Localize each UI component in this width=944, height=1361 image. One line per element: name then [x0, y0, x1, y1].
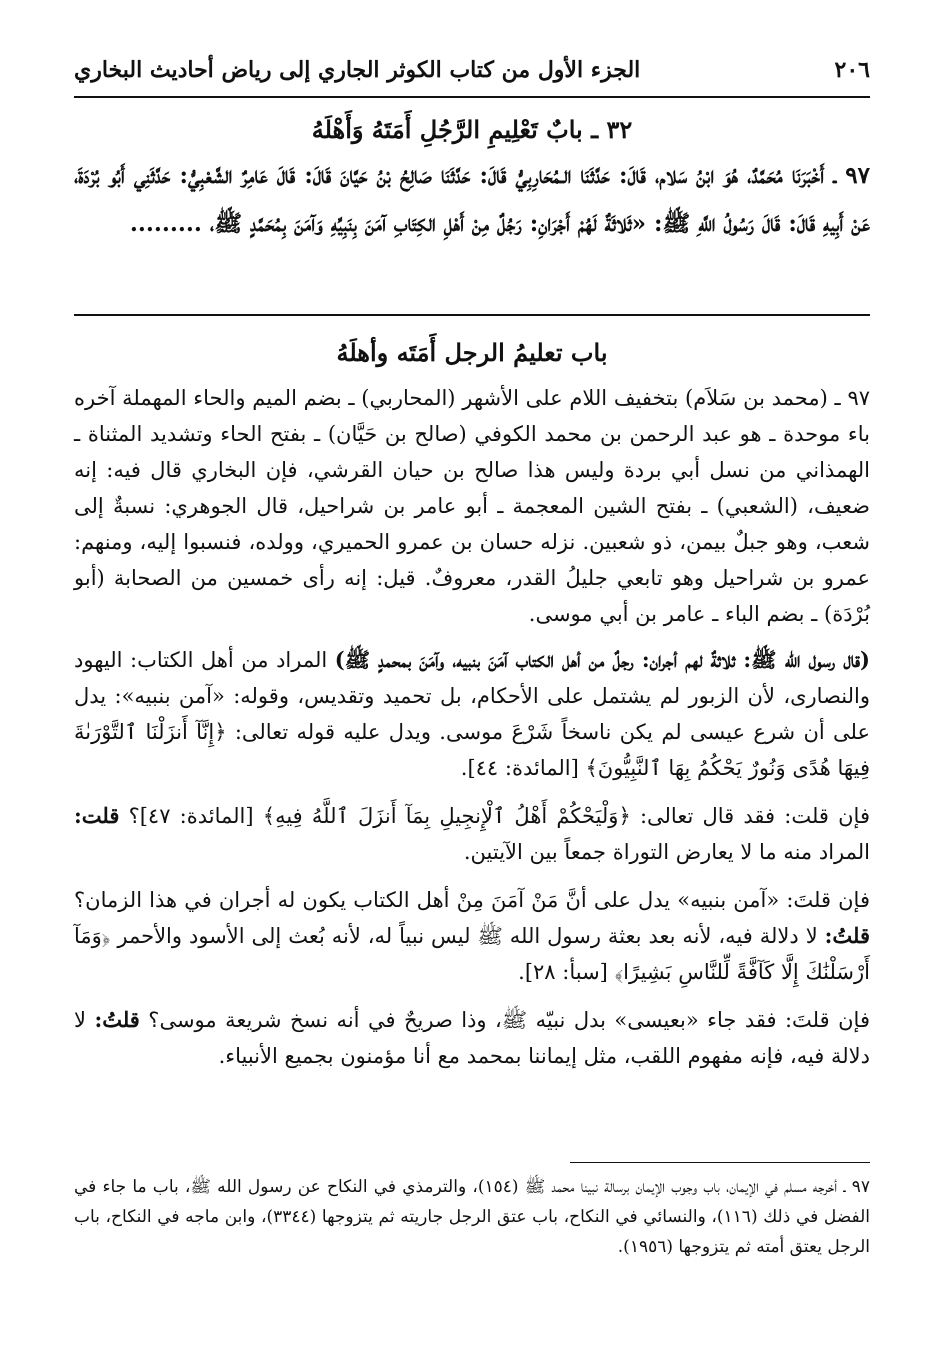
- answer-label-5: قلتُ:: [94, 1007, 140, 1032]
- commentary-title: باب تعليمُ الرجل أَمَتَه وأهلَهُ: [336, 338, 608, 367]
- question-3: فإن قلت: فقد قال تعالى: ﴿وَلْيَحْكُمْ أَهْلُ ٱلْإِنجِيلِ بِمَآ أَنزَلَ ٱللَّهُ فِيهِ﴾ [المائدة: ٤٧]؟: [128, 804, 870, 828]
- chapter-title: ٣٢ ـ بابٌ تَعْلِيمِ الرَّجُلِ أَمَتَهُ وَأَهْلَهُ: [311, 115, 633, 144]
- answer-3: المراد منه ما لا يعارض التوراة جمعاً بين الآيتين.: [463, 840, 870, 864]
- footnote-text: ٩٧ ـ أخرجه مسلم في الإيمان، باب وجوب الإيمان برسالة نبينا محمد ﷺ (١٥٤)، والترمذي في النكاح عن رسول الله ﷺ، باب ما جاء في الفضل في ذلك (١١٦)، والنسائي في النكاح، باب عتق الرجل جاريته ثم يتزوجها (٣٣٤٤)، وابن ماجه في النكاح، باب الرجل يعتق أمته ثم يتزوجها (١٩٥٦).: [74, 1177, 870, 1257]
- page-header: [74, 50, 870, 90]
- commentary-paragraph-5: [74, 1002, 870, 1074]
- commentary-paragraph-1: ٩٧ ـ (محمد بن سَلاَم) بتخفيف اللام على الأشهر (المحاربي) ـ بضم الميم والحاء المهملة آخره باء موحدة ـ هو عبد الرحمن بن محمد الكوفي (صالح بن حَيَّان) ـ بفتح الحاء وتشديد المثناة ـ الهمذاني من نسل أبي بردة وليس هذا صالح بن حيان القرشي، فإن البخاري قال فيه: إنه ضعيف، (الشعبي) ـ بفتح الشين المعجمة ـ أبو عامر بن شراحيل، قال الجوهري: نسبةٌ إلى شعب، وهو جبلٌ بيمن، ذو شعبين. نزله حسان بن عمرو الحميري، وولده، فنسبوا إليه، ومنهم: عمرو بن شراحيل وهو تابعي جليلُ القدر، معروفٌ. قيل: إنه رأى خمسين من الصحابة (أبو بُرْدَة) ـ بضم الباء ـ عامر بن أبي موسى.: [74, 386, 870, 626]
- page-number: ٢٠٦: [834, 57, 870, 83]
- hadith-section: [74, 108, 870, 248]
- commentary-paragraph-4: [74, 882, 870, 990]
- answer-5: لا دلالة فيه، فإنه مفهوم اللقب، مثل إيماننا بمحمد مع أنا مؤمنون بجميع الأنبياء.: [74, 1008, 870, 1068]
- question-5: فإن قلتَ: فقد جاء «بعيسى» بدل نبيّه ﷺ، وذا صريحٌ في أنه نسخ شريعة موسى؟: [148, 1008, 870, 1032]
- question-4: فإن قلتَ: «آمن بنبيه» يدل على أنَّ مَنْ آمَنَ مِنْ أهل الكتاب يكون له أجران في هذا الزمان؟: [74, 888, 870, 912]
- section-divider: [74, 314, 870, 316]
- footnote-divider: [570, 1162, 870, 1163]
- answer-label-3: قلت:: [74, 803, 120, 828]
- commentary-paragraph-3: [74, 798, 870, 870]
- hadith-text: ٩٧ ـ أَخْبَرَنَا مُحَمَّدٌ، هُوَ ابْنُ سَلام، قَالَ: حَدَّثَنَا الـمُحَارِبِيُّ قَالَ: حَدَّثَنَا صَالِحُ بْنُ حَيَّانَ قَالَ: قَالَ عَامِرٌ الشَّعْبِيُّ: حَدَّثَنِي أَبُو بُرْدَةَ، عَنْ أَبِيهِ قَالَ: قَالَ رَسُولُ اللَّهِ ﷺ: «ثَلاثَةٌ لَهُمْ أَجْرَانِ: رَجُلٌ مِنْ أَهْلِ الكِتَابِ آمَنَ بِنَبِيِّهِ وَآمَنَ بِمُحَمَّدٍ ﷺ، .........: [74, 162, 870, 237]
- commentary-section: [74, 330, 870, 1074]
- header-divider: [74, 96, 870, 98]
- commentary-paragraph-2: [74, 642, 870, 786]
- answer-4: لا دلالة فيه، لأنه بعد بعثة رسول الله ﷺ ليس نبياً له، لأنه بُعث إلى الأسود والأحمر ﴿وَمَآ أَرْسَلْنَٰكَ إِلَّا كَآفَّةً لِّلنَّاسِ بَشِيرًا﴾ [سبأ: ٢٨].: [74, 924, 870, 984]
- hadith-quote: (قال رسول الله ﷺ: ثلاثةٌ لهم أجران: رجلٌ من أهل الكتاب آمَنَ بنبيه، وآمَنَ بمحمدٍ ﷺ): [334, 647, 870, 672]
- paragraph-2-text: المراد من أهل الكتاب: اليهود والنصارى، لأن الزبور لم يشتمل على الأحكام، بل تحميد وتقديس، وقوله: «آمن بنبيه»: يدل على أن شرع عيسى لم يكن ناسخاً شَرْعَ موسى. ويدل عليه قوله تعالى: ﴿إِنَّآ أَنزَلْنَا ٱلتَّوْرَىٰةَ فِيهَا هُدًى وَنُورٌ يَحْكُمُ بِهَا ٱلنَّبِيُّونَ﴾ [المائدة: ٤٤].: [74, 648, 870, 780]
- answer-label-4: قلتُ:: [824, 923, 870, 948]
- footnote-section: [74, 1172, 870, 1262]
- running-title: الجزء الأول من كتاب الكوثر الجاري إلى رياض أحاديث البخاري: [74, 57, 641, 83]
